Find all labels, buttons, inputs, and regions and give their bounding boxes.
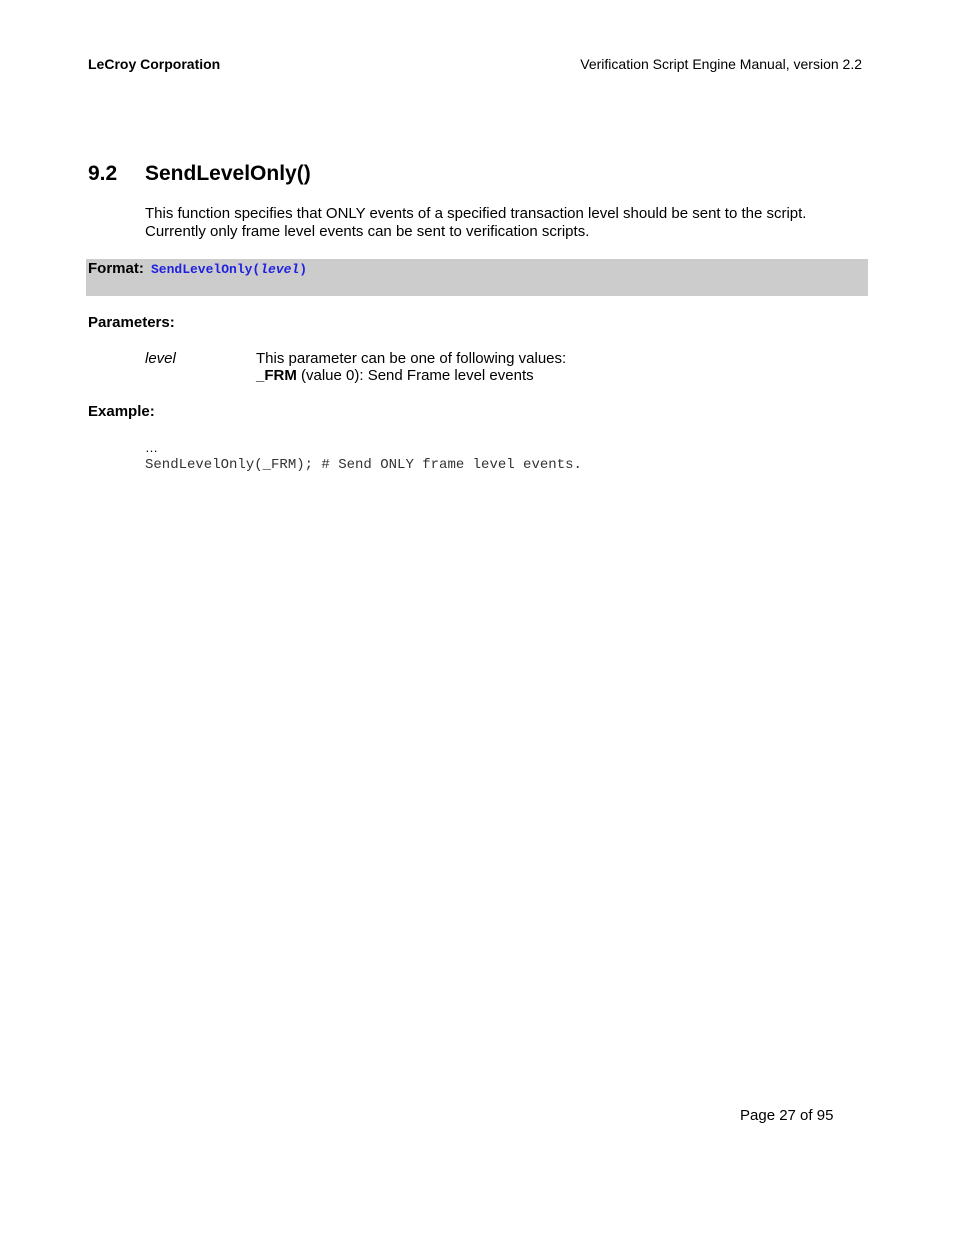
example-ellipsis: …	[145, 440, 158, 455]
parameter-value-text: (value 0): Send Frame level events	[296, 367, 534, 384]
parameters-heading: Parameters:	[88, 314, 175, 331]
page-number: Page 27 of 95	[740, 1107, 834, 1124]
parameter-value-name: _FRM	[256, 367, 297, 384]
section-number: 9.2	[88, 162, 118, 185]
header-company: LeCroy Corporation	[88, 56, 221, 72]
section-title: SendLevelOnly()	[145, 162, 311, 185]
intro-paragraph	[145, 205, 865, 241]
parameter-description-text: This parameter can be one of following values:	[256, 350, 567, 367]
example-code: SendLevelOnly(_FRM); # Send ONLY frame level events.	[145, 457, 582, 473]
format-function-name: SendLevelOnly(	[151, 262, 261, 277]
example-heading: Example:	[88, 403, 155, 420]
parameter-description	[256, 350, 566, 384]
parameter-name: level	[145, 350, 176, 367]
format-argument: level	[260, 262, 300, 277]
intro-line-2: Currently only frame level events can be sent to verification scripts.	[145, 223, 590, 240]
header-manual-title: Verification Script Engine Manual, version 2.2	[580, 56, 862, 72]
format-signature	[151, 262, 307, 277]
intro-line-1: This function specifies that ONLY events of a specified transaction level should be sent to the script.	[145, 205, 807, 222]
format-close-paren: )	[299, 262, 308, 277]
format-label: Format:	[88, 260, 144, 277]
parameter-value-row	[256, 367, 566, 384]
